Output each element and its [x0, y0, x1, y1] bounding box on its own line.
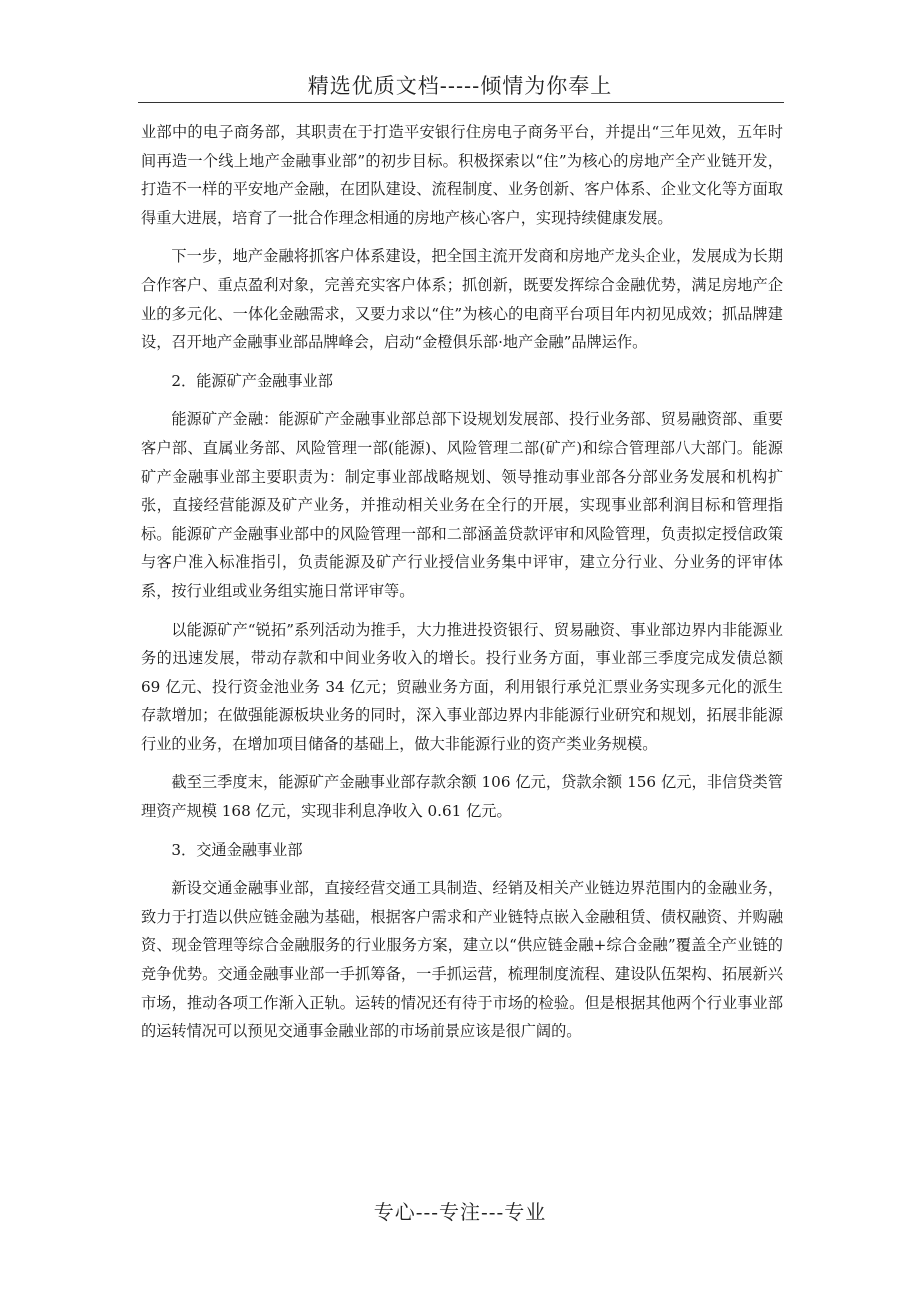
paragraph-energy-results: 截至三季度末，能源矿产金融事业部存款余额 106 亿元，贷款余额 156 亿元，非信贷类管理资产规模 168 亿元，实现非利息净收入 0.61 亿元。 [141, 773, 783, 821]
page-header: 精选优质文档-----倾情为你奉上 [307, 74, 613, 98]
paragraph-energy-activities: 以能源矿产“锐拓”系列活动为推手，大力推进投资银行、贸易融资、事业部边界内非能源业务的迅速发展，带动存款和中间业务收入的增长。投行业务方面，事业部三季度完成发债总额 69 亿元、投行资金池业务 34 亿元；贸融业务方面，利用银行承兑汇票业务实现多元化的派生存款增加；在做强能源板块业务的同时，深入事业部边界内非能源行业研究和规划，拓展非能源行业的业务，在增加项目储备的基础上，做大非能源行业的资产类业务规模。 [141, 620, 783, 753]
page-footer: 专心---专注---专业 [373, 1200, 547, 1224]
section-heading-energy: 2．能源矿产金融事业部 [171, 371, 333, 390]
paragraph-continuation: 业部中的电子商务部，其职责在于打造平安银行住房电子商务平台，并提出“三年见效，五年时间再造一个线上地产金融事业部”的初步目标。积极探索以“住”为核心的房地产全产业链开发，打造不一样的平安地产金融，在团队建设、流程制度、业务创新、客户体系、企业文化等方面取得重大进展，培育了一批合作理念相通的房地产核心客户，实现持续健康发展。 [141, 123, 783, 227]
paragraph-transport: 新设交通金融事业部，直接经营交通工具制造、经销及相关产业链边界范围内的金融业务，致力于打造以供应链金融为基础，根据客户需求和产业链特点嵌入金融租赁、债权融资、并购融资、现金管理等综合金融服务的行业服务方案，建立以“供应链金融+综合金融”覆盖全产业链的竞争优势。交通金融事业部一手抓筹备，一手抓运营，梳理制度流程、建设队伍架构、拓展新兴市场，推动各项工作渐入正轨。运转的情况还有待于市场的检验。但是根据其他两个行业事业部的运转情况可以预见交通事金融业部的市场前景应该是很广阔的。 [141, 879, 783, 1041]
document-body [141, 118, 783, 1056]
paragraph-next-steps: 下一步，地产金融将抓客户体系建设，把全国主流开发商和房地产龙头企业，发展成为长期合作客户、重点盈利对象，完善充实客户体系；抓创新，既要发挥综合金融优势，满足房地产企业的多元化、一体化金融需求，又要力求以“住”为核心的电商平台项目年内初见成效；抓品牌建设，召开地产金融事业部品牌峰会，启动“金橙俱乐部·地产金融”品牌运作。 [141, 247, 783, 352]
paragraph-energy-structure: 能源矿产金融：能源矿产金融事业部总部下设规划发展部、投行业务部、贸易融资部、重要客户部、直属业务部、风险管理一部(能源)、风险管理二部(矿产)和综合管理部八大部门。能源矿产金融事业部主要职责为：制定事业部战略规划、领导推动事业部各分部业务发展和机构扩张，直接经营能源及矿产业务，并推动相关业务在全行的开展，实现事业部利润目标和管理指标。能源矿产金融事业部中的风险管理一部和二部涵盖贷款评审和风险管理，负责拟定授信政策与客户准入标准指引，负责能源及矿产行业授信业务集中评审，建立分行业、分业务的评审体系，按行业组或业务组实施日常评审等。 [141, 410, 783, 600]
section-heading-transport: 3．交通金融事业部 [171, 840, 303, 859]
header-divider [138, 102, 784, 103]
